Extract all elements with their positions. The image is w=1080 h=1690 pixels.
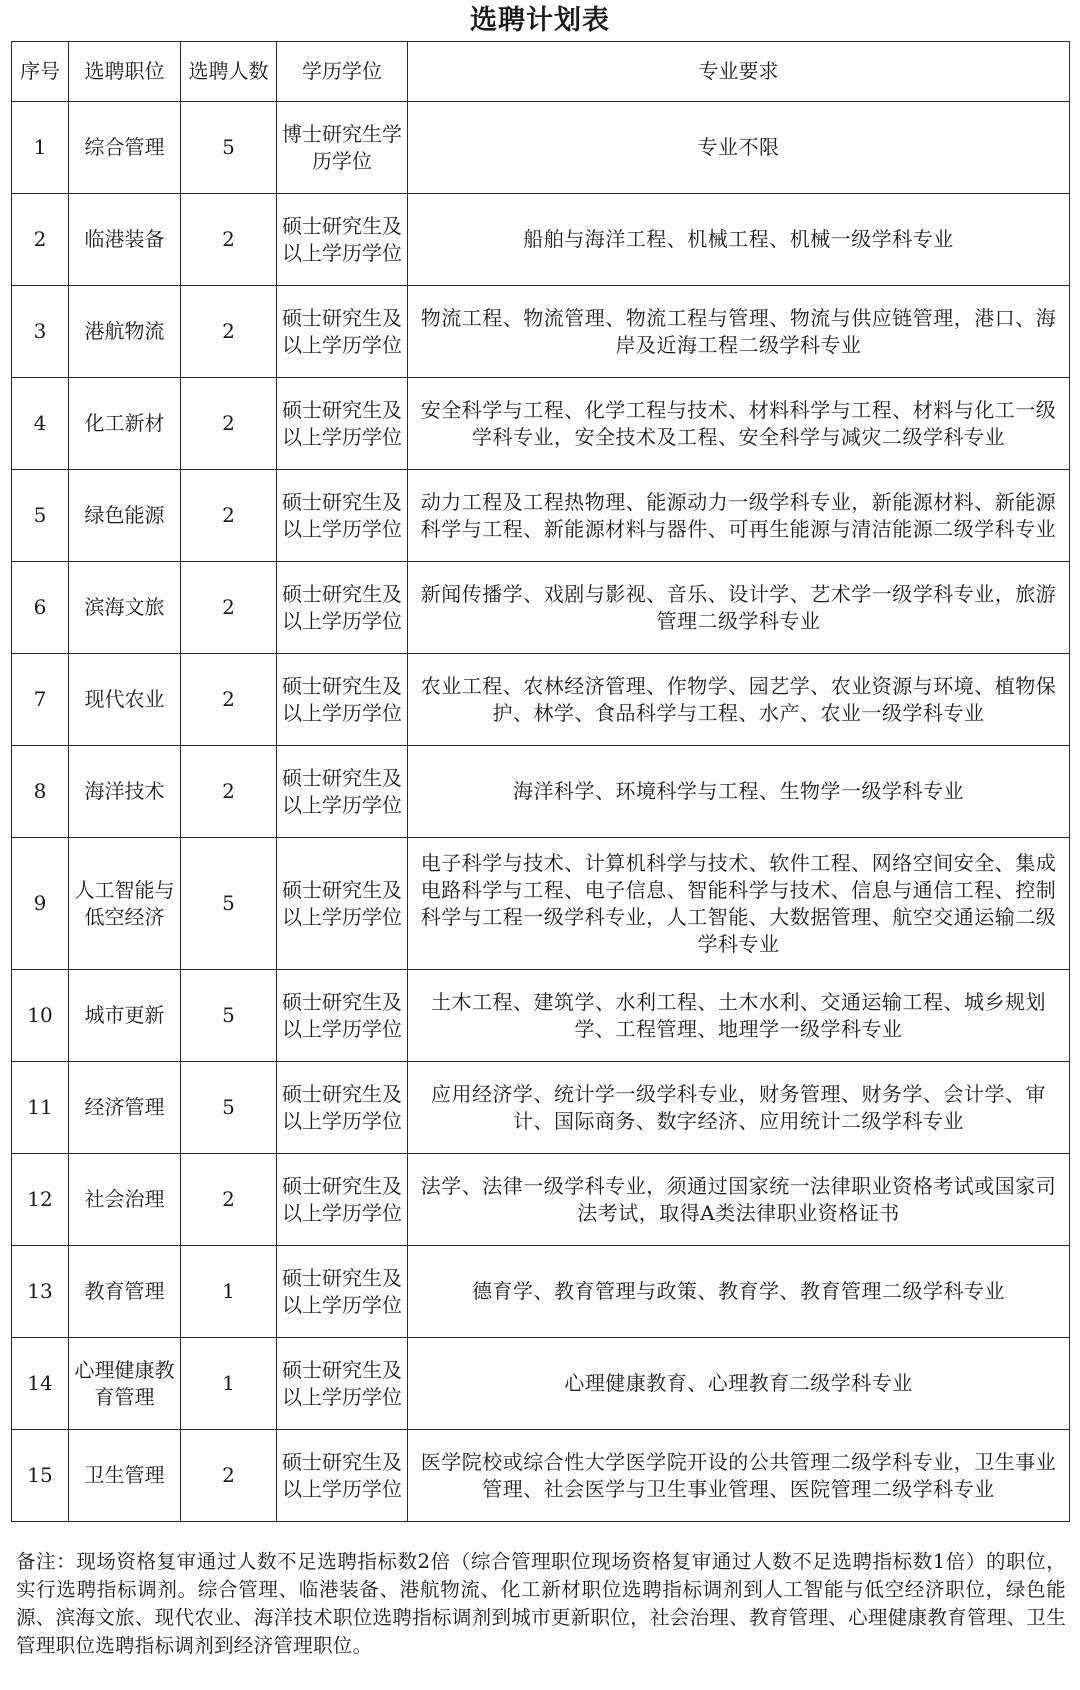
cell-degree: 硕士研究生及以上学历学位 [277,1338,408,1430]
cell-degree: 硕士研究生及以上学历学位 [277,1246,408,1338]
cell-major: 农业工程、农林经济管理、作物学、园艺学、农业资源与环境、植物保护、林学、食品科学与工程、水产、农业一级学科专业 [408,654,1070,746]
table-row [12,194,1070,286]
cell-degree: 博士研究生学历学位 [277,102,408,194]
cell-major: 电子科学与技术、计算机科学与技术、软件工程、网络空间安全、集成电路科学与工程、电子信息、智能科学与技术、信息与通信工程、控制科学与工程一级学科专业，人工智能、大数据管理、航空交通运输二级学科专业 [408,838,1070,970]
cell-no: 13 [12,1246,69,1338]
cell-count: 2 [181,194,277,286]
cell-count: 2 [181,562,277,654]
cell-count: 2 [181,1430,277,1522]
cell-position: 城市更新 [69,970,181,1062]
table-row [12,1062,1070,1154]
cell-no: 12 [12,1154,69,1246]
cell-no: 2 [12,194,69,286]
table-row [12,1430,1070,1522]
cell-degree: 硕士研究生及以上学历学位 [277,1154,408,1246]
table-row [12,746,1070,838]
cell-count: 1 [181,1338,277,1430]
cell-major: 安全科学与工程、化学工程与技术、材料科学与工程、材料与化工一级学科专业，安全技术及工程、安全科学与减灾二级学科专业 [408,378,1070,470]
cell-degree: 硕士研究生及以上学历学位 [277,1062,408,1154]
cell-position: 综合管理 [69,102,181,194]
footnote-remarks: 备注：现场资格复审通过人数不足选聘指标数2倍（综合管理职位现场资格复审通过人数不足选聘指标数1倍）的职位，实行选聘指标调剂。综合管理、临港装备、港航物流、化工新材职位选聘指标调剂到人工智能与低空经济职位，绿色能源、滨海文旅、现代农业、海洋技术职位选聘指标调剂到城市更新职位，社会治理、教育管理、心理健康教育管理、卫生管理职位选聘指标调剂到经济管理职位。 [16,1550,1066,1657]
table-header-row [12,42,1070,102]
cell-position: 临港装备 [69,194,181,286]
cell-major: 海洋科学、环境科学与工程、生物学一级学科专业 [408,746,1070,838]
cell-degree: 硕士研究生及以上学历学位 [277,838,408,970]
cell-position: 社会治理 [69,1154,181,1246]
cell-major: 新闻传播学、戏剧与影视、音乐、设计学、艺术学一级学科专业，旅游管理二级学科专业 [408,562,1070,654]
cell-major: 专业不限 [408,102,1070,194]
cell-major: 心理健康教育、心理教育二级学科专业 [408,1338,1070,1430]
cell-degree: 硕士研究生及以上学历学位 [277,378,408,470]
cell-count: 2 [181,1154,277,1246]
cell-count: 2 [181,286,277,378]
cell-no: 7 [12,654,69,746]
cell-position: 卫生管理 [69,1430,181,1522]
cell-major: 土木工程、建筑学、水利工程、土木水利、交通运输工程、城乡规划学、工程管理、地理学一级学科专业 [408,970,1070,1062]
cell-position: 港航物流 [69,286,181,378]
cell-position: 绿色能源 [69,470,181,562]
table-row [12,970,1070,1062]
cell-count: 2 [181,378,277,470]
table-row [12,1154,1070,1246]
cell-major: 物流工程、物流管理、物流工程与管理、物流与供应链管理，港口、海岸及近海工程二级学科专业 [408,286,1070,378]
cell-position: 心理健康教育管理 [69,1338,181,1430]
cell-position: 化工新材 [69,378,181,470]
cell-no: 14 [12,1338,69,1430]
cell-no: 8 [12,746,69,838]
table-row [12,470,1070,562]
cell-no: 9 [12,838,69,970]
cell-count: 5 [181,838,277,970]
cell-position: 滨海文旅 [69,562,181,654]
table-row [12,286,1070,378]
page-title: 选聘计划表 [470,5,610,36]
cell-count: 5 [181,102,277,194]
cell-degree: 硕士研究生及以上学历学位 [277,654,408,746]
table-row [12,562,1070,654]
cell-no: 3 [12,286,69,378]
cell-count: 5 [181,970,277,1062]
cell-no: 10 [12,970,69,1062]
cell-position: 人工智能与低空经济 [69,838,181,970]
cell-degree: 硕士研究生及以上学历学位 [277,562,408,654]
header-no: 序号 [12,42,69,102]
cell-no: 15 [12,1430,69,1522]
cell-major: 船舶与海洋工程、机械工程、机械一级学科专业 [408,194,1070,286]
cell-position: 海洋技术 [69,746,181,838]
cell-count: 2 [181,746,277,838]
cell-major: 应用经济学、统计学一级学科专业，财务管理、财务学、会计学、审计、国际商务、数字经济、应用统计二级学科专业 [408,1062,1070,1154]
table-row [12,838,1070,970]
cell-major: 医学院校或综合性大学医学院开设的公共管理二级学科专业，卫生事业管理、社会医学与卫生事业管理、医院管理二级学科专业 [408,1430,1070,1522]
cell-degree: 硕士研究生及以上学历学位 [277,1430,408,1522]
header-count: 选聘人数 [181,42,277,102]
cell-major: 德育学、教育管理与政策、教育学、教育管理二级学科专业 [408,1246,1070,1338]
cell-no: 4 [12,378,69,470]
header-position: 选聘职位 [69,42,181,102]
table-row [12,378,1070,470]
cell-degree: 硕士研究生及以上学历学位 [277,194,408,286]
cell-major: 法学、法律一级学科专业，须通过国家统一法律职业资格考试或国家司法考试，取得A类法律职业资格证书 [408,1154,1070,1246]
cell-no: 11 [12,1062,69,1154]
header-degree: 学历学位 [277,42,408,102]
cell-major: 动力工程及工程热物理、能源动力一级学科专业，新能源材料、新能源科学与工程、新能源材料与器件、可再生能源与清洁能源二级学科专业 [408,470,1070,562]
header-major: 专业要求 [408,42,1070,102]
cell-count: 1 [181,1246,277,1338]
cell-count: 5 [181,1062,277,1154]
cell-position: 经济管理 [69,1062,181,1154]
cell-count: 2 [181,470,277,562]
table-row [12,102,1070,194]
cell-count: 2 [181,654,277,746]
cell-position: 教育管理 [69,1246,181,1338]
cell-no: 5 [12,470,69,562]
cell-degree: 硕士研究生及以上学历学位 [277,970,408,1062]
cell-degree: 硕士研究生及以上学历学位 [277,470,408,562]
recruitment-plan-table [11,41,1070,1522]
table-row [12,654,1070,746]
cell-position: 现代农业 [69,654,181,746]
cell-no: 6 [12,562,69,654]
cell-degree: 硕士研究生及以上学历学位 [277,746,408,838]
cell-degree: 硕士研究生及以上学历学位 [277,286,408,378]
cell-no: 1 [12,102,69,194]
table-row [12,1338,1070,1430]
table-row [12,1246,1070,1338]
